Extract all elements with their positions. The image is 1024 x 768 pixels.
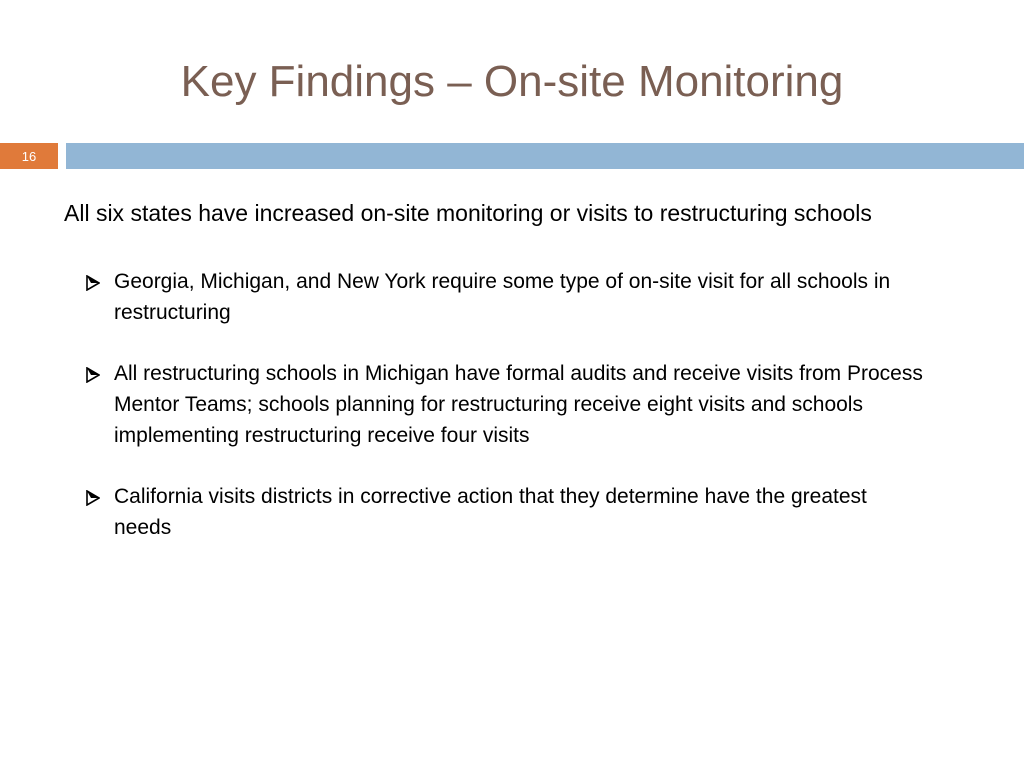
lead-paragraph: All six states have increased on-site monitoring or visits to restructuring schools <box>64 200 872 226</box>
bullet-text: All restructuring schools in Michigan have formal audits and receive visits from Process Mentor Teams; schools planning for restructuring receive eight visits and schools implementing restructuring receive four visits <box>114 362 923 447</box>
slide-body <box>64 197 924 573</box>
slide-number: 16 <box>21 148 37 164</box>
list-item <box>86 358 924 451</box>
arrowhead-bullet-icon <box>86 358 114 451</box>
slide-number-badge <box>0 143 58 169</box>
bullet-text: California visits districts in corrective action that they determine have the greatest needs <box>114 485 867 539</box>
list-item <box>86 481 924 543</box>
header-bar <box>66 143 1024 169</box>
arrowhead-bullet-icon <box>86 481 114 543</box>
arrowhead-bullet-icon <box>86 266 114 328</box>
slide-title: Key Findings – On-site Monitoring <box>180 57 844 106</box>
list-item <box>86 266 924 328</box>
bullet-list <box>64 266 924 543</box>
bullet-text: Georgia, Michigan, and New York require some type of on-site visit for all schools in restructuring <box>114 270 891 324</box>
